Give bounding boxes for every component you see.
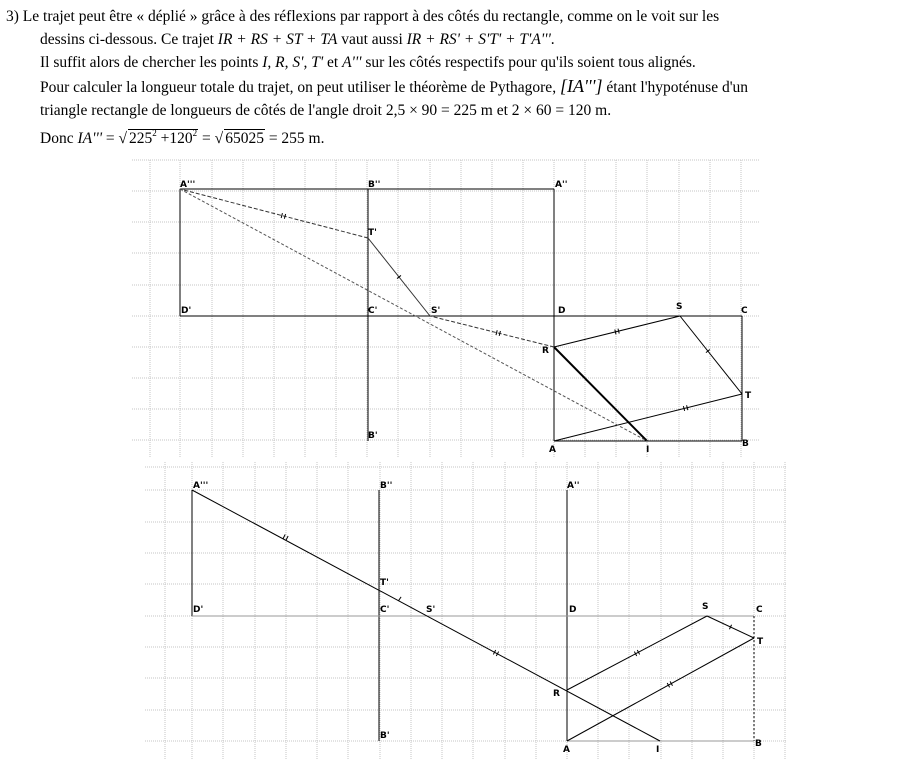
- term: 225: [129, 130, 153, 147]
- fig2-point-label: A''': [193, 481, 209, 491]
- result: = 255 m.: [264, 130, 325, 147]
- fig1-point-label: B: [742, 439, 749, 449]
- fig1-straight-line: [180, 189, 647, 441]
- text-fragment: étant l'hypoténuse d'un: [602, 79, 749, 96]
- fig2-point-label: D: [569, 605, 577, 615]
- text-fragment: =: [198, 130, 215, 147]
- text-fragment: et: [323, 54, 343, 71]
- fig2-point-label: D': [193, 605, 204, 615]
- fig2-tick: [283, 535, 285, 539]
- fig1-tick: [496, 330, 497, 335]
- fig1-point-label: C': [368, 306, 378, 316]
- fig1-point-label: S: [676, 302, 683, 312]
- fig2-point-label: R: [553, 689, 560, 699]
- fig1-path: [554, 394, 742, 441]
- fig1-tick: [284, 214, 285, 219]
- fig2-tick: [398, 597, 401, 601]
- fig1-point-label: R: [542, 346, 549, 356]
- question-number: 3): [6, 8, 19, 25]
- text-line-5-content: triangle rectangle de longueurs de côtés de l'angle droit 2,5 × 90 = 225 m et 2 × 60 = 120 m.: [40, 102, 612, 119]
- fig1-point-label: A''': [180, 180, 196, 190]
- text-fragment: Pour calculer la longueur totale du trajet, on peut utiliser le théorème de Pythagore,: [40, 79, 560, 96]
- fig1-point-label: D': [181, 306, 192, 316]
- text-fragment: .: [550, 31, 555, 48]
- path-expression: IR + RS + ST + TA: [217, 31, 338, 48]
- fig1-point-label: T': [368, 228, 377, 238]
- text-fragment: vaut aussi: [337, 31, 407, 48]
- text-fragment: dessins ci-dessous. Ce trajet: [40, 31, 218, 48]
- figure-2-unfolding: [145, 462, 786, 760]
- fig1-tick: [618, 329, 619, 334]
- unfolded-path-expression: IR + RS' + S'T' + T'A''': [406, 31, 551, 48]
- term: +120: [156, 130, 193, 147]
- fig1-path: [554, 347, 647, 441]
- fig1-point-label: B': [368, 431, 378, 441]
- segment-name: IA''': [77, 130, 103, 147]
- fig2-point-label: T': [380, 578, 389, 588]
- fig2-point-label: S': [426, 605, 436, 615]
- fig1-tick: [683, 406, 684, 411]
- sqrt-sign: √: [214, 130, 224, 147]
- segment-notation: [IA''']: [559, 76, 603, 96]
- fig2-point-label: B'': [380, 481, 393, 491]
- fig2-point-label: A: [563, 745, 570, 755]
- fig2-path: [567, 638, 754, 741]
- fig2-path: [567, 616, 707, 690]
- text-fragment: =: [102, 130, 119, 147]
- fig1-tick: [281, 213, 282, 218]
- fig1-point-label: A: [549, 445, 556, 455]
- text-fragment: sur les côtés respectifs pour qu'ils soient tous alignés.: [361, 54, 696, 71]
- fig2-point-label: I: [656, 745, 660, 755]
- fig2-point-label: C: [756, 605, 763, 615]
- fig1-point-label: C: [741, 306, 748, 316]
- fig1-tick: [499, 331, 500, 336]
- fig1-point-label: A'': [555, 180, 568, 190]
- exponent: 2: [192, 128, 198, 138]
- fig2-point-label: A'': [567, 481, 580, 491]
- points-list: I, R, S', T': [262, 54, 324, 71]
- grid: [145, 462, 786, 760]
- text-line-1-content: Le trajet peut être « déplié » grâce à des réflexions par rapport à des côtés du rectangle, comme on le voit sur les: [22, 8, 720, 25]
- fig2-point-label: C': [380, 605, 390, 615]
- fig2-point-label: B': [380, 731, 390, 741]
- figure-1-unfolding: [132, 160, 760, 458]
- point-name: A''': [342, 54, 362, 71]
- fig2-point-label: S: [702, 602, 709, 612]
- fig1-point-label: B'': [368, 180, 381, 190]
- text-fragment: Donc: [40, 130, 78, 147]
- fig2-point-label: T: [757, 637, 764, 647]
- exponent: 2: [152, 128, 157, 138]
- fig1-path: [554, 316, 680, 347]
- fig1-point-label: T: [745, 391, 752, 401]
- text-fragment: Il suffit alors de chercher les points: [40, 54, 263, 71]
- fig2-point-label: B: [755, 739, 762, 749]
- fig1-point-label: S': [431, 306, 441, 316]
- fig1-point-label: D: [558, 306, 566, 316]
- radicand-value: 65025: [225, 130, 264, 147]
- fig1-path: [680, 316, 742, 394]
- fig1-point-label: I: [646, 445, 650, 455]
- sqrt-sign: √: [118, 130, 128, 147]
